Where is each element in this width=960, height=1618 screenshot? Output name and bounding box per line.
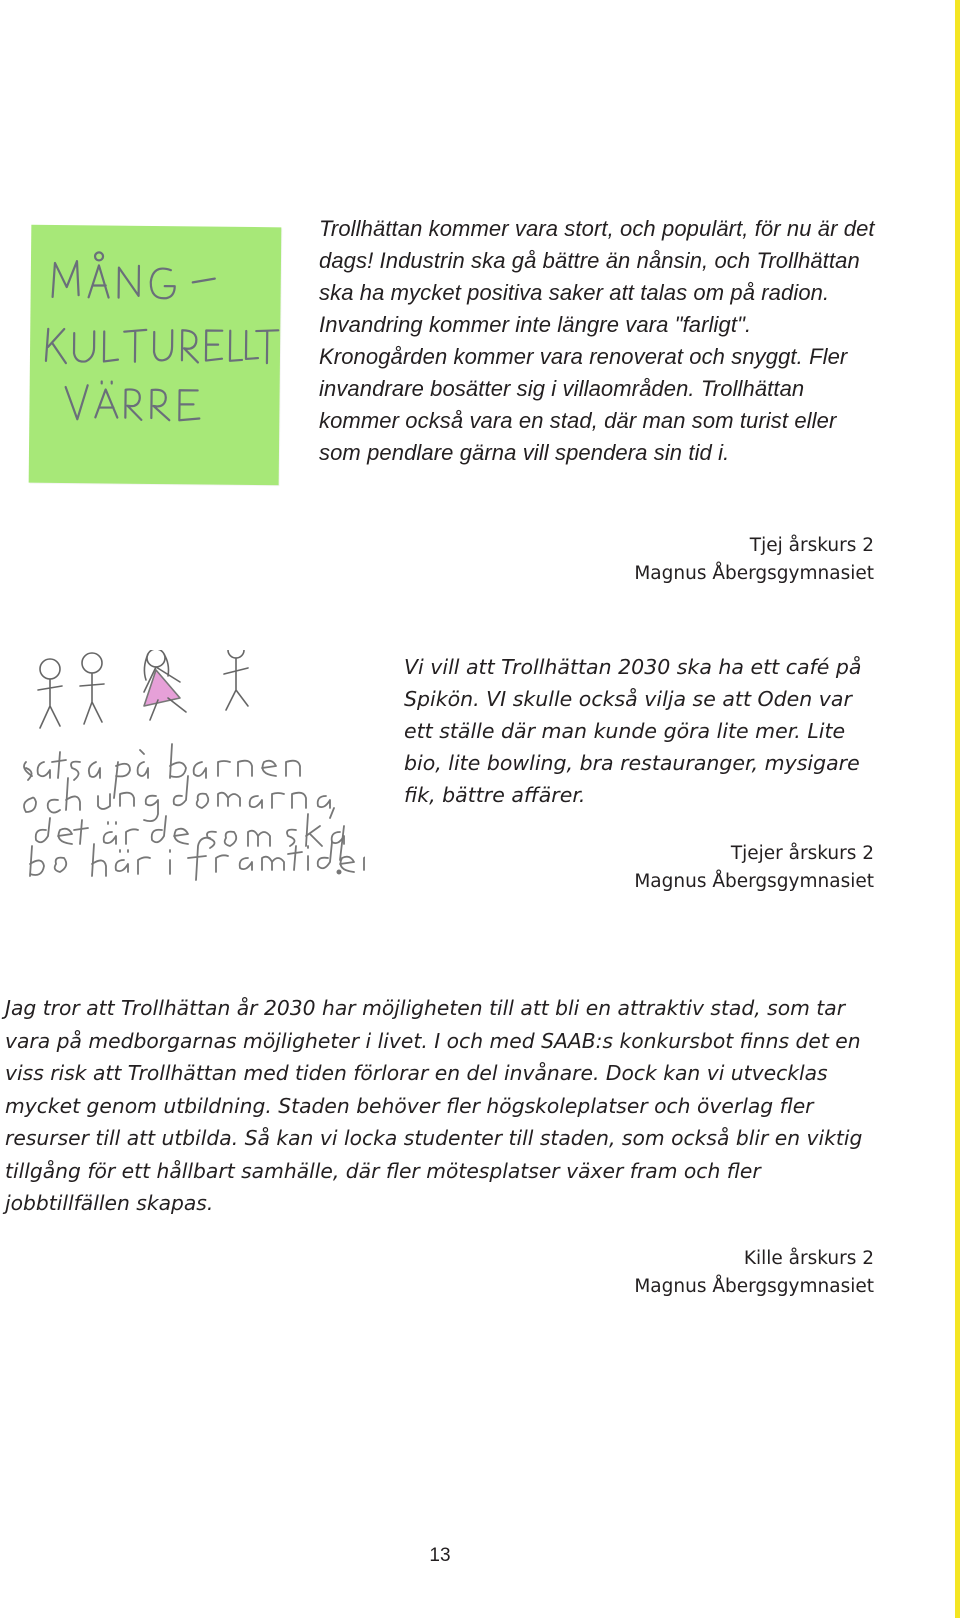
entry-2-signature: [634, 840, 874, 895]
entry-1-author: Tjej årskurs 2: [749, 535, 874, 556]
entry-2-school: Magnus Åbergsgymnasiet: [634, 870, 874, 892]
entry-2-text: Vi vill att Trollhättan 2030 ska ha ett café på Spikön. VI skulle också vilja se att Oden var ett ställe där man kunde göra lite mer. Lite bio, lite bowling, bra restauranger, mysigare fik, bättre affärer.: [404, 655, 862, 807]
entry-3-author: Kille årskurs 2: [743, 1248, 874, 1269]
sticky-note-handwriting: [29, 225, 282, 486]
page-number: 13: [429, 1545, 451, 1566]
sticky-note-image: [29, 225, 282, 486]
entry-1-signature: [634, 532, 874, 587]
entry-1-text: Trollhättan kommer vara stort, och populärt, för nu är det dags! Industrin ska gå bättre än nånsin, och Trollhättan ska ha mycket positiva saker att talas om på radion. Invandring kommer inte längre vara "farligt". Kronogården kommer vara renoverat och snyggt. Fler invandrare bosätter sig i villaområden. Trollhättan kommer också vara en stad, där man som turist eller som pendlare gärna vill spendera sin tid i.: [319, 216, 875, 465]
entry-3-signature: [634, 1245, 874, 1300]
entry-3-school: Magnus Åbergsgymnasiet: [634, 1275, 874, 1297]
page-edge-accent-stripe: [955, 0, 960, 1618]
entry-2-author: Tjejer årskurs 2: [730, 843, 874, 864]
children-drawing-image: [10, 650, 365, 910]
entry-1-school: Magnus Åbergsgymnasiet: [634, 562, 874, 584]
entry-3-text: Jag tror att Trollhättan år 2030 har möjligheten till att bli en attraktiv stad, som tar vara på medborgarnas möjligheter i livet. I och med SAAB:s konkursbot finns det en viss risk att Trollhättan med tiden förlorar en del invånare. Dock kan vi utvecklas mycket genom utbildning. Staden behöver fler högskoleplatser och överlag fler resurser till att utbilda. Så kan vi locka studenter till staden, som också blir en viktig tillgång för ett hållbart samhälle, där fler mötesplatser växer fram och fler jobbtillfällen skapas.: [5, 996, 863, 1215]
